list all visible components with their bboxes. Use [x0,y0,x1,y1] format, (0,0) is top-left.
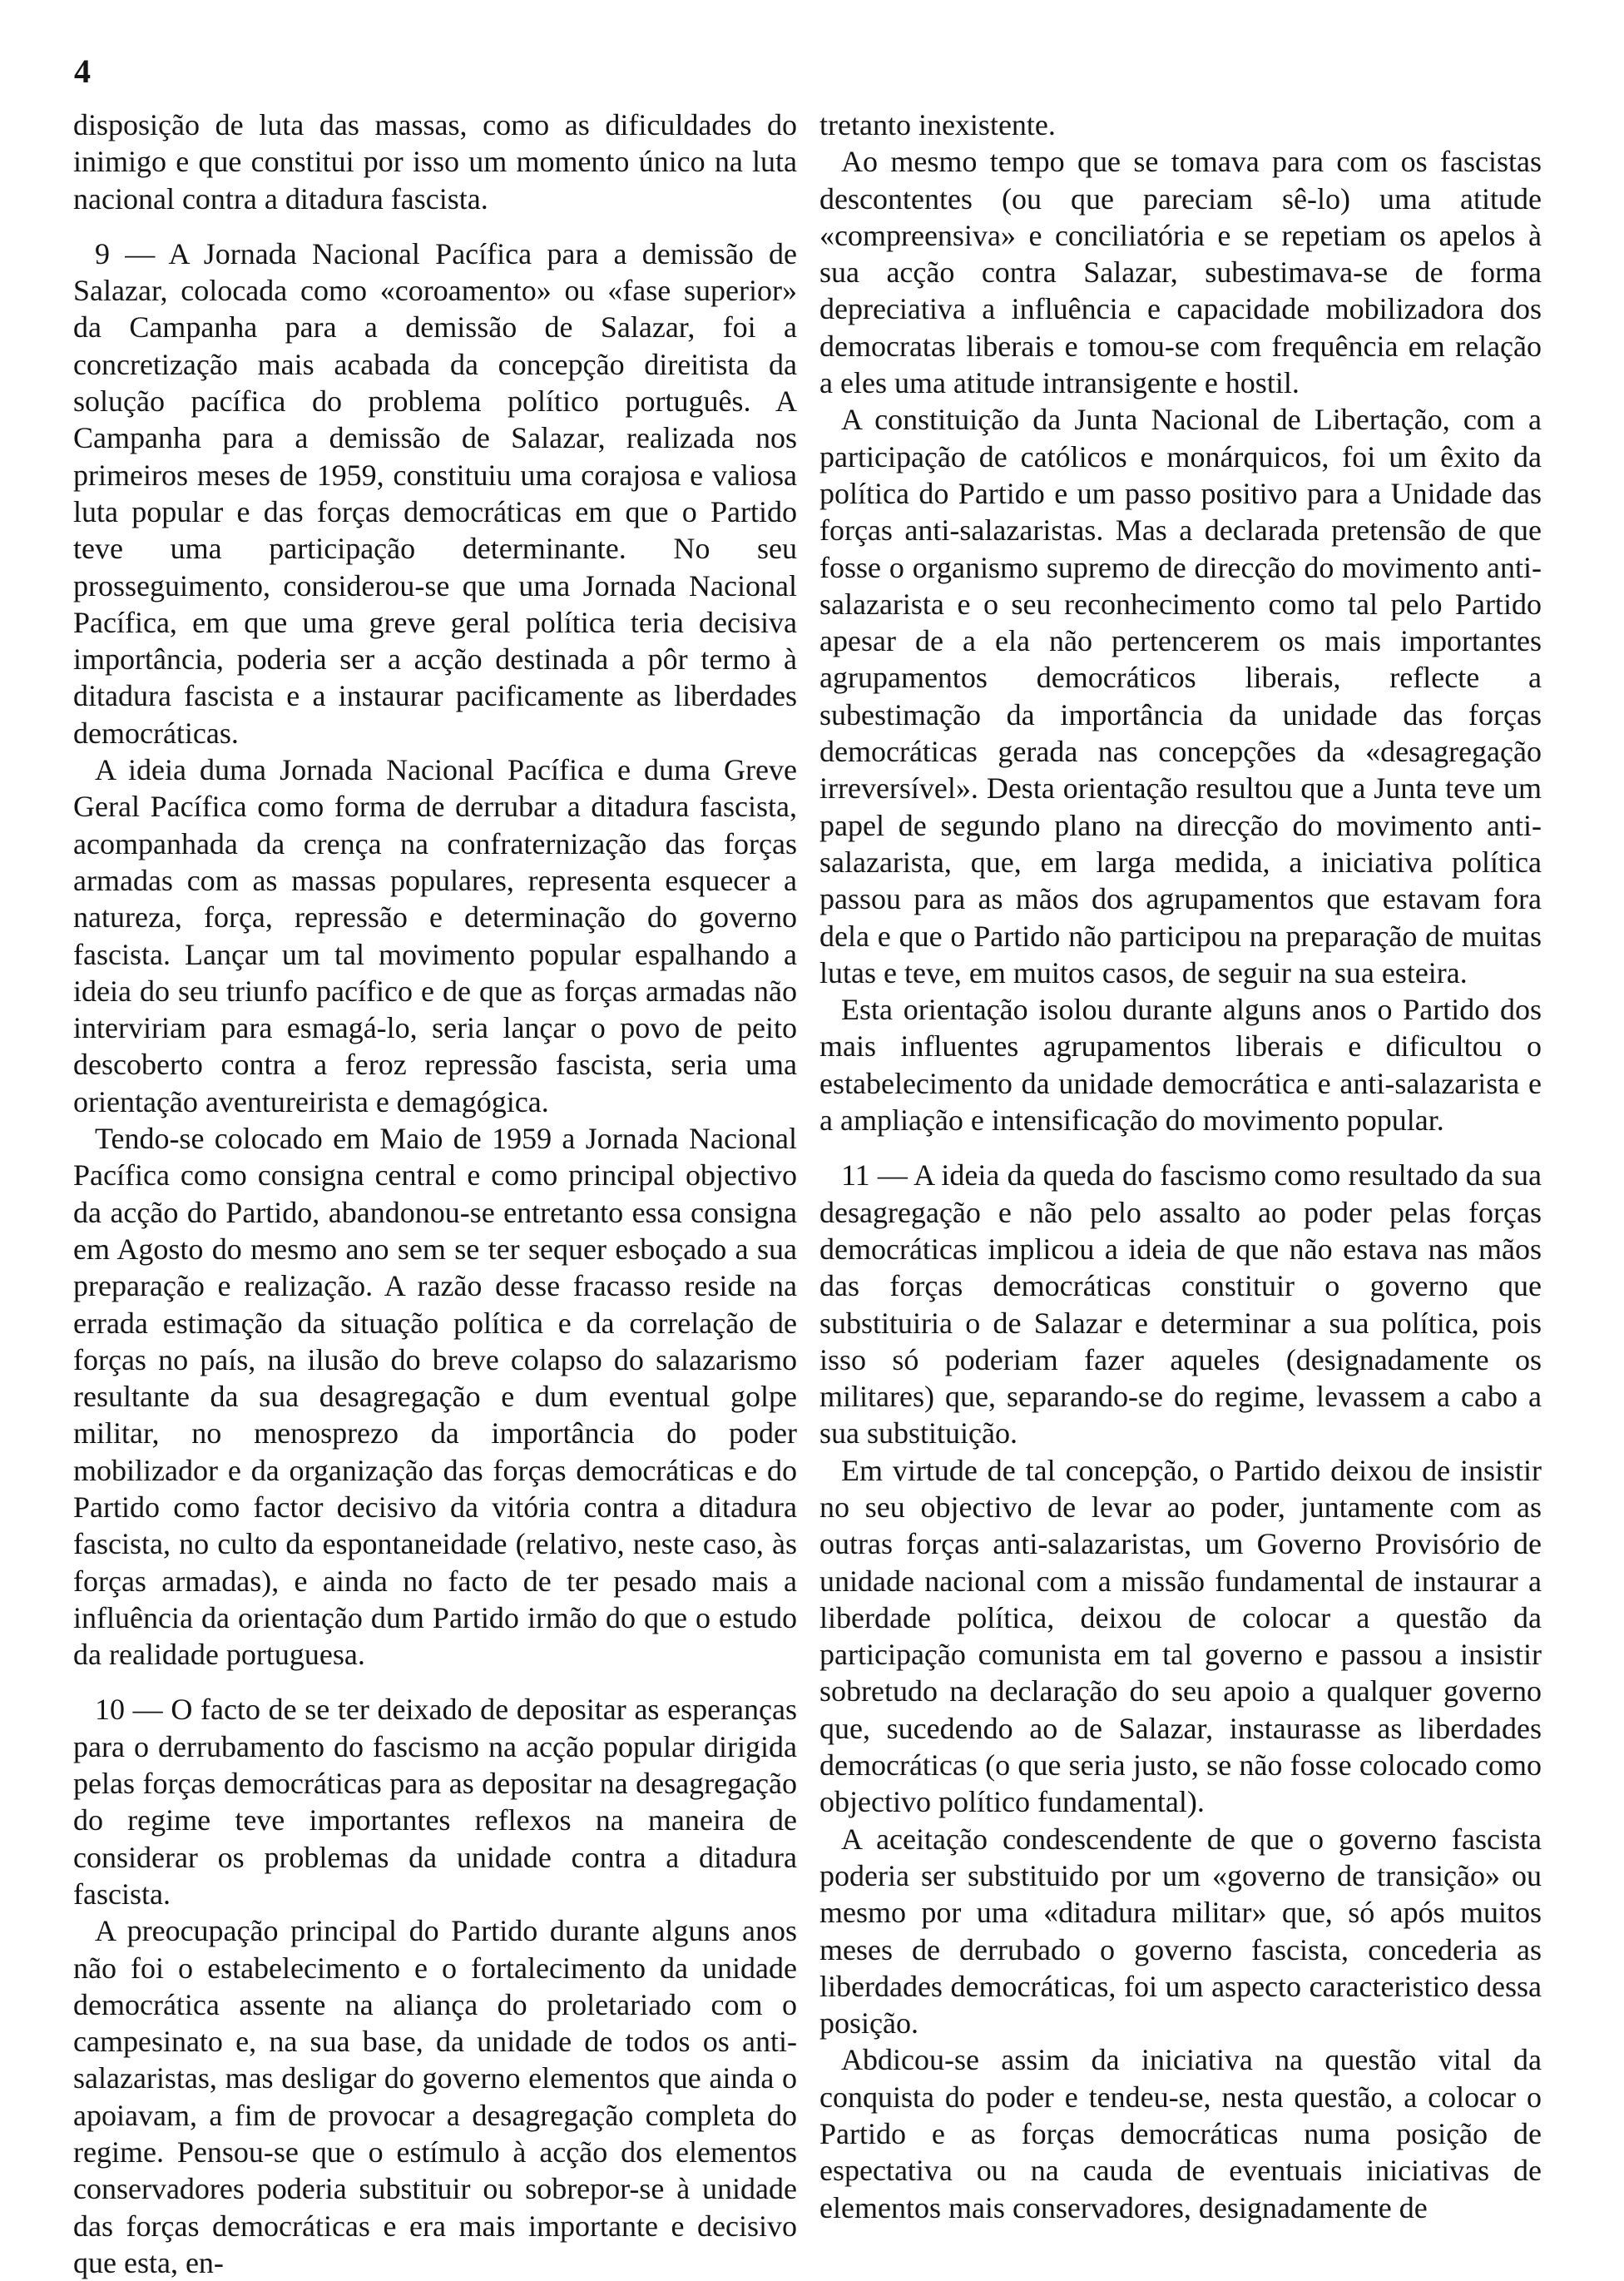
left-paragraph-1: disposição de luta das massas, como as dificuldades do inimigo e que constitui por isso um momento único na luta nacional contra a ditadura fascista. [73,108,797,216]
right-paragraph-8: Abdicou-se assim da iniciativa na questão vital da conquista do poder e tendeu-se, nesta questão, a colocar o Partido e as forças democráticas numa posição de espectativa ou na cauda de eventuais iniciativas de elementos mais conservadores, designadamente de [819,2043,1542,2224]
page-number: 4 [74,52,91,90]
left-section-10: 10 — O facto de se ter deixado de depositar as esperanças para o derrubamento do fascismo na acção popular dirigida pelas forças democráticas para as depositar na desagregação do regime teve importantes reflexos na maneira de considerar os problemas da unidade contra a ditadura fascista. [73,1693,797,1911]
right-column [819,107,1542,2226]
left-column [73,107,797,2281]
right-paragraph-6: Em virtude de tal concepção, o Partido deixou de insistir no seu objectivo de levar ao poder, juntamente com as outras forças anti-salazaristas, um Governo Provisório de unidade nacional com a missão fundamental de instaurar a liberdade política, deixou de colocar a questão da participação comunista em tal governo e passou a insistir sobretudo na declaração do seu apoio a qualquer governo que, sucedendo ao de Salazar, instaurasse as liberdades democráticas (o que seria justo, se não fosse colocado como objectivo político fundamental). [819,1453,1542,1819]
left-paragraph-4: Tendo-se colocado em Maio de 1959 a Jornada Nacional Pacífica como consigna central e como principal objectivo da acção do Partido, abandonou-se entretanto essa consigna em Agosto do mesmo ano sem se ter sequer esboçado a sua preparação e realização. A razão desse fracasso reside na errada estimação da situação política e da correlação de forças no país, na ilusão do breve colapso do salazarismo resultante da sua desagregação e dum eventual golpe militar, no menosprezo da importância do poder mobilizador e da organização das forças democráticas e do Partido como factor decisivo da vitória contra a ditadura fascista, no culto da espontaneidade (relativo, neste caso, às forças armadas), e ainda no facto de ter pesado mais a influência da orientação dum Partido irmão do que o estudo da realidade portuguesa. [73,1122,797,1672]
right-paragraph-2: Ao mesmo tempo que se tomava para com os fascistas descontentes (ou que pareciam sê-lo) uma atitude «compreensiva» e conciliatória e se repetiam os apelos à sua acção contra Salazar, subestimava-se de forma depreciativa a influência e capacidade mobilizadora dos democratas liberais e tomou-se com frequência em relação a eles uma atitude intransigente e hostil. [819,145,1542,400]
left-section-9: 9 — A Jornada Nacional Pacífica para a demissão de Salazar, colocada como «coroamento» ou «fase superior» da Campanha para a demissão de Salazar, foi a concretização mais acabada da concepção direitista da solução pacífica do problema político português. A Campanha para a demissão de Salazar, realizada nos primeiros meses de 1959, constituiu uma corajosa e valiosa luta popular e das forças democráticas em que o Partido teve uma participação determinante. No seu prosseguimento, considerou-se que uma Jornada Nacional Pacífica, em que uma greve geral política teria decisiva importância, poderia ser a acção destinada a pôr termo à ditadura fascista e a instaurar pacificamente as liberdades democráticas. [73,236,797,750]
right-paragraph-4: Esta orientação isolou durante alguns anos o Partido dos mais influentes agrupamentos liberais e dificultou o estabelecimento da unidade democrática e anti-salazarista e a ampliação e intensificação do movimento popular. [819,993,1542,1138]
right-paragraph-1: tretanto inexistente. [819,108,1056,141]
right-section-11: 11 — A ideia da queda do fascismo como resultado da sua desagregação e não pelo assalto ao poder pelas forças democráticas implicou a ideia de que não estava nas mãos das forças democráticas constituir o governo que substituiria o de Salazar e determinar a sua política, pois isso só poderiam fazer aqueles (designadamente os militares) que, separando-se do regime, levassem a cabo a sua substituição. [819,1158,1542,1450]
right-paragraph-3: A constituição da Junta Nacional de Libertação, com a participação de católicos e monárquicos, foi um êxito da política do Partido e um passo positivo para a Unidade das forças anti-salazaristas. Mas a declarada pretensão de que fosse o organismo supremo de direcção do movimento anti-salazarista e o seu reconhecimento como tal pelo Partido apesar de a ela não pertencerem os mais importantes agrupamentos democráticos liberais, reflecte a subestimação da importância da unidade das forças democráticas gerada nas concepções da «desagregação irreversível». Desta orientação resultou que a Junta teve um papel de segundo plano na direcção do movimento anti-salazarista, que, em larga medida, a iniciativa política passou para as mãos dos agrupamentos que estavam fora dela e que o Partido não participou na preparação de muitas lutas e teve, em muitos casos, de seguir na sua esteira. [819,403,1542,989]
right-paragraph-7: A aceitação condescendente de que o governo fascista poderia ser substituido por um «governo de transição» ou mesmo por uma «ditadura militar» que, só após muitos meses de derrubado o governo fascista, concederia as liberdades democráticas, foi um aspecto caracteristico dessa posição. [819,1822,1542,2041]
left-paragraph-6: A preocupação principal do Partido durante alguns anos não foi o estabelecimento e o fortalecimento da unidade democrática assente na aliança do proletariado com o campesinato e, na sua base, da unidade de todos os anti-salazaristas, mas desligar do governo elementos que ainda o apoiavam, a fim de provocar a desagregação completa do regime. Pensou-se que o estímulo à acção dos elementos conservadores poderia substituir ou sobrepor-se à unidade das forças democráticas e era mais importante e decisivo que esta, en- [73,1914,797,2279]
left-paragraph-3: A ideia duma Jornada Nacional Pacífica e duma Greve Geral Pacífica como forma de derrubar a ditadura fascista, acompanhada da crença na confraternização das forças armadas com as massas populares, representa esquecer a natureza, força, repressão e determinação do governo fascista. Lançar um tal movimento popular espalhando a ideia do seu triunfo pacífico e de que as forças armadas não interviriam para esmagá-lo, seria lançar o povo de peito descoberto contra a feroz repressão fascista, seria uma orientação aventureirista e demagógica. [73,753,797,1118]
